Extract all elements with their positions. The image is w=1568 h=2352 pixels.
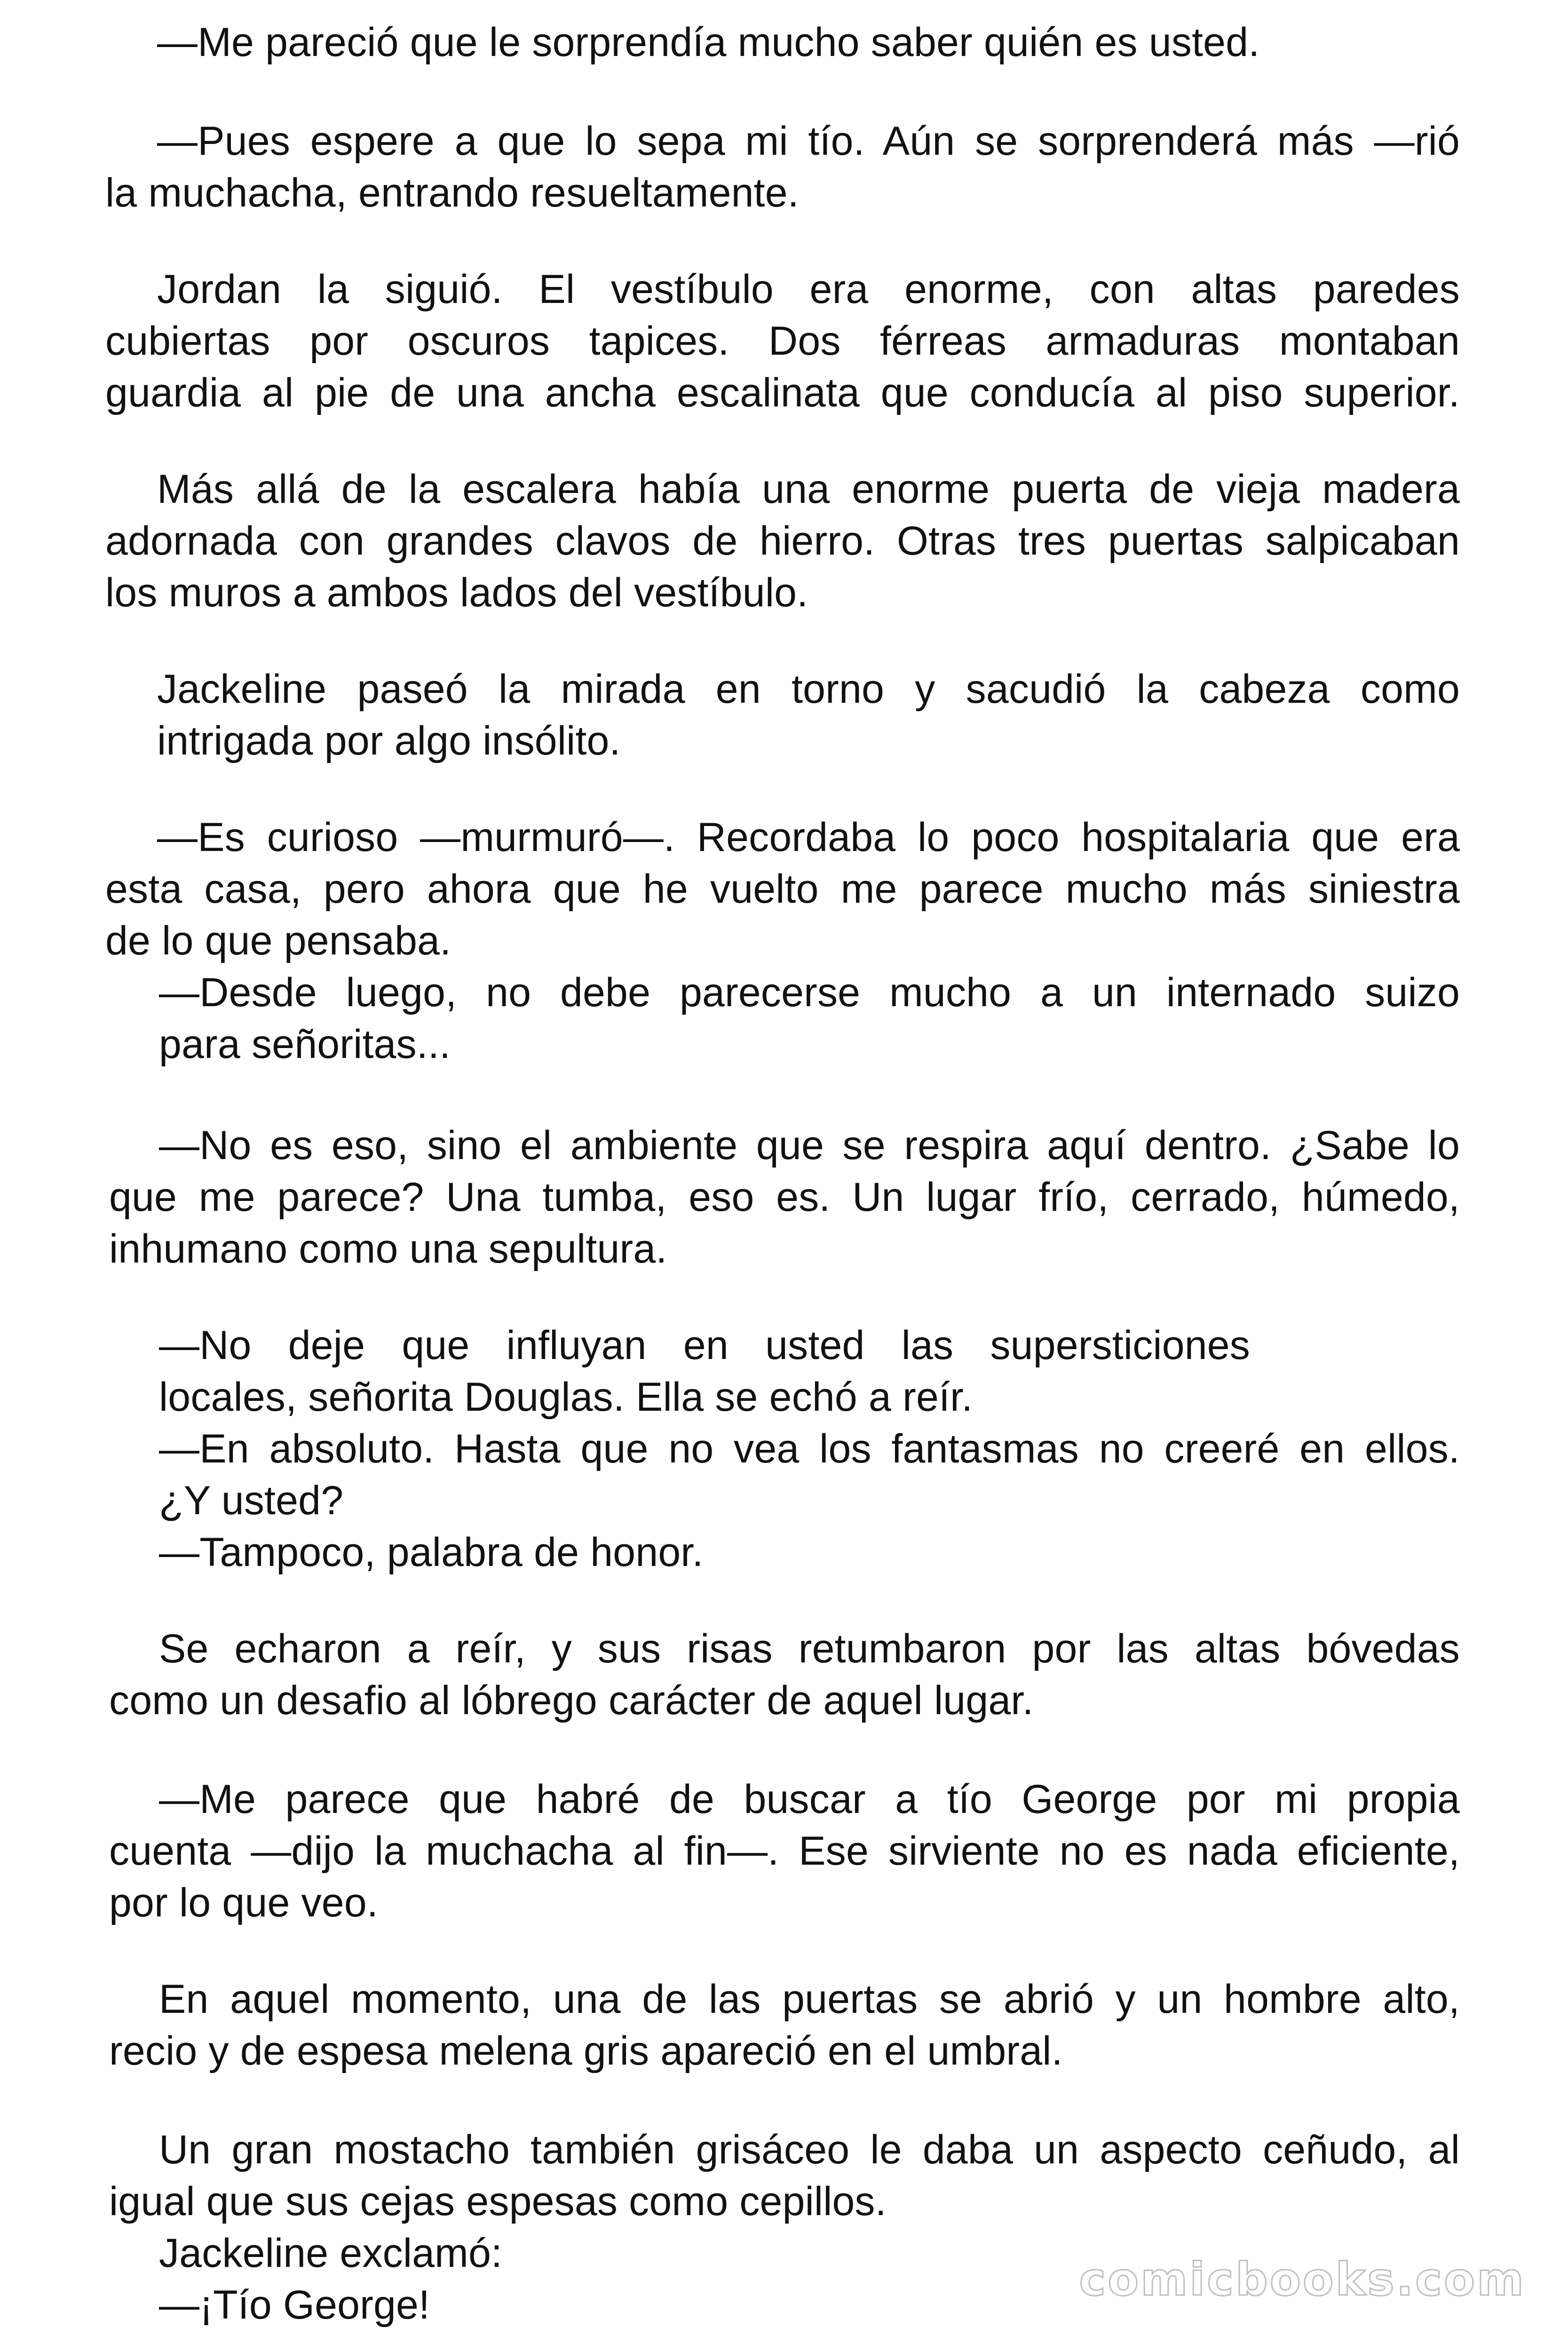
text-line: como un desafio al lóbrego carácter de aquel lugar. [109,1678,1034,1723]
text-line: Más allá de la escalera había una enorme puerta de vieja madera [157,467,1460,512]
text-line: Jordan la siguió. El vestíbulo era enorme, con altas paredes [157,267,1460,312]
text-line: adornada con grandes clavos de hierro. Otras tres puertas salpicaban [105,518,1460,564]
text-line: —Es curioso —murmuró—. Recordaba lo poco hospitalaria que era [157,815,1460,860]
text-line: —Me pareció que le sorprendía mucho saber quién es usted. [157,20,1260,65]
text-line: locales, señorita Douglas. Ella se echó a reír. [159,1375,973,1420]
text-line: Un gran mostacho también grisáceo le daba un aspecto ceñudo, al [159,2127,1460,2172]
text-line: —Me parece que habré de buscar a tío George por mi propia [159,1777,1460,1822]
text-line: —Desde luego, no debe parecerse mucho a un internado suizo [159,970,1460,1015]
text-line: En aquel momento, una de las puertas se abrió y un hombre alto, [159,1977,1460,2022]
text-line: inhumano como una sepultura. [109,1226,667,1271]
text-line: —No es eso, sino el ambiente que se respira aquí dentro. ¿Sabe lo [159,1123,1460,1168]
text-line: Jackeline paseó la mirada en torno y sacudió la cabeza como [157,667,1460,712]
text-line: —Tampoco, palabra de honor. [159,1530,704,1575]
text-line: —No deje que influyan en usted las supersticiones [159,1323,1250,1368]
watermark-logo: comicbooks.com [1079,2253,1526,2306]
text-line: para señoritas... [159,1022,451,1067]
text-line: los muros a ambos lados del vestíbulo. [105,570,808,615]
text-line: cubiertas por oscuros tapices. Dos férreas armaduras montaban [105,318,1460,364]
text-line: Se echaron a reír, y sus risas retumbaron por las altas bóvedas [159,1626,1460,1671]
text-line: —En absoluto. Hasta que no vea los fantasmas no creeré en ellos. [159,1426,1460,1471]
text-line: intrigada por algo insólito. [157,718,621,763]
text-line: por lo que veo. [109,1880,378,1925]
text-line: —Pues espere a que lo sepa mi tío. Aún se sorprenderá más —rió [157,119,1460,164]
text-line: de lo que pensaba. [105,918,451,963]
text-line: la muchacha, entrando resueltamente. [105,170,799,215]
text-line: guardia al pie de una ancha escalinata que conducía al piso superior. [105,370,1460,415]
text-line: igual que sus cejas espesas como cepillos. [109,2179,887,2224]
text-line: Jackeline exclamó: [159,2231,503,2276]
text-line: esta casa, pero ahora que he vuelto me parece mucho más siniestra [105,866,1460,912]
text-line: ¿Y usted? [159,1478,344,1523]
text-line: cuenta —dijo la muchacha al fin—. Ese sirviente no es nada eficiente, [109,1828,1460,1874]
text-line: —¡Tío George! [159,2282,430,2328]
text-line: que me parece? Una tumba, eso es. Un lugar frío, cerrado, húmedo, [109,1175,1460,1220]
text-line: recio y de espesa melena gris apareció en el umbral. [109,2028,1063,2074]
